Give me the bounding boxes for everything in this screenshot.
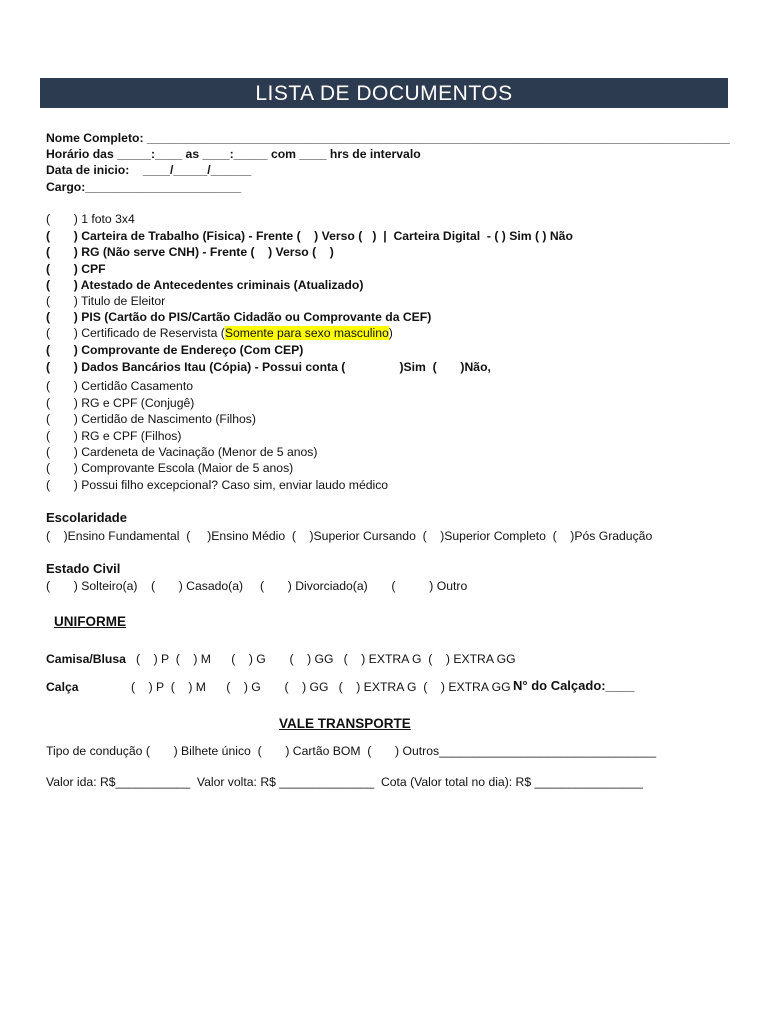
doc-cpf: ( ) CPF <box>46 262 106 276</box>
doc-vacinacao: ( ) Cardeneta de Vacinação (Menor de 5 anos) <box>46 445 318 459</box>
vale-transporte-heading: VALE TRANSPORTE <box>279 716 411 731</box>
doc-titulo-eleitor: ( ) Titulo de Eleitor <box>46 294 166 308</box>
reservista-suffix: ) <box>388 326 393 340</box>
reservista-prefix: ( ) Certificado de Reservista ( <box>46 326 225 340</box>
doc-excepcional: ( ) Possui filho excepcional? Caso sim, enviar laudo médico <box>46 478 389 492</box>
data-inicio-field: Data de inicio: ____/_____/______ <box>46 163 252 177</box>
doc-nascimento: ( ) Certidão de Nascimento (Filhos) <box>46 412 256 426</box>
calca-label: Calça <box>46 680 79 694</box>
escolaridade-heading: Escolaridade <box>46 510 127 525</box>
doc-rg-cpf-filhos: ( ) RG e CPF (Filhos) <box>46 429 182 443</box>
camisa-options: ( ) P ( ) M ( ) G ( ) GG ( ) EXTRA G ( ) EXTRA GG <box>136 652 516 666</box>
doc-pis: ( ) PIS (Cartão do PIS/Cartão Cidadão ou Comprovante da CEF) <box>46 310 432 324</box>
doc-foto: ( ) 1 foto 3x4 <box>46 212 135 226</box>
calca-options: ( ) P ( ) M ( ) G ( ) GG ( ) EXTRA G ( ) EXTRA GG <box>131 680 511 694</box>
doc-casamento: ( ) Certidão Casamento <box>46 379 193 393</box>
escolaridade-options: ( )Ensino Fundamental ( )Ensino Médio ( )Superior Cursando ( )Superior Completo ( )Pós Gradução <box>46 529 653 543</box>
doc-antecedentes: ( ) Atestado de Antecedentes criminais (Atualizado) <box>46 278 364 292</box>
camisa-label: Camisa/Blusa <box>46 652 126 666</box>
valores-fields: Valor ida: R$___________ Valor volta: R$ ______________ Cota (Valor total no dia): R$ ________________ <box>46 775 643 789</box>
uniforme-heading: UNIFORME <box>54 614 126 629</box>
cargo-field: Cargo:_______________________ <box>46 180 242 194</box>
nome-field: Nome Completo: ______________________________________________________________________________________ <box>46 131 730 145</box>
doc-reservista <box>46 325 393 341</box>
doc-bancarios: ( ) Dados Bancários Itau (Cópia) - Possui conta ( )Sim ( )Não, <box>46 360 491 374</box>
estado-civil-heading: Estado Civil <box>46 561 121 576</box>
doc-escola: ( ) Comprovante Escola (Maior de 5 anos) <box>46 461 294 475</box>
horario-field: Horário das _____:____ as ____:_____ com ____ hrs de intervalo <box>46 147 421 161</box>
doc-rg: ( ) RG (Não serve CNH) - Frente ( ) Verso ( ) <box>46 245 334 259</box>
doc-rg-cpf-conjuge: ( ) RG e CPF (Conjugê) <box>46 396 195 410</box>
doc-carteira-trabalho: ( ) Carteira de Trabalho (Fisica) - Frente ( ) Verso ( ) | Carteira Digital - ( ) Sim ( ) Não <box>46 229 573 243</box>
estado-civil-options: ( ) Solteiro(a) ( ) Casado(a) ( ) Divorciado(a) ( ) Outro <box>46 579 468 593</box>
doc-endereco: ( ) Comprovante de Endereço (Com CEP) <box>46 343 304 357</box>
page-title: LISTA DE DOCUMENTOS <box>40 78 728 108</box>
reservista-highlight: Somente para sexo masculino <box>224 326 389 340</box>
conducao-options: Tipo de condução ( ) Bilhete único ( ) Cartão BOM ( ) Outros________________________________ <box>46 744 656 758</box>
calcado-field: N° do Calçado:____ <box>513 678 635 693</box>
